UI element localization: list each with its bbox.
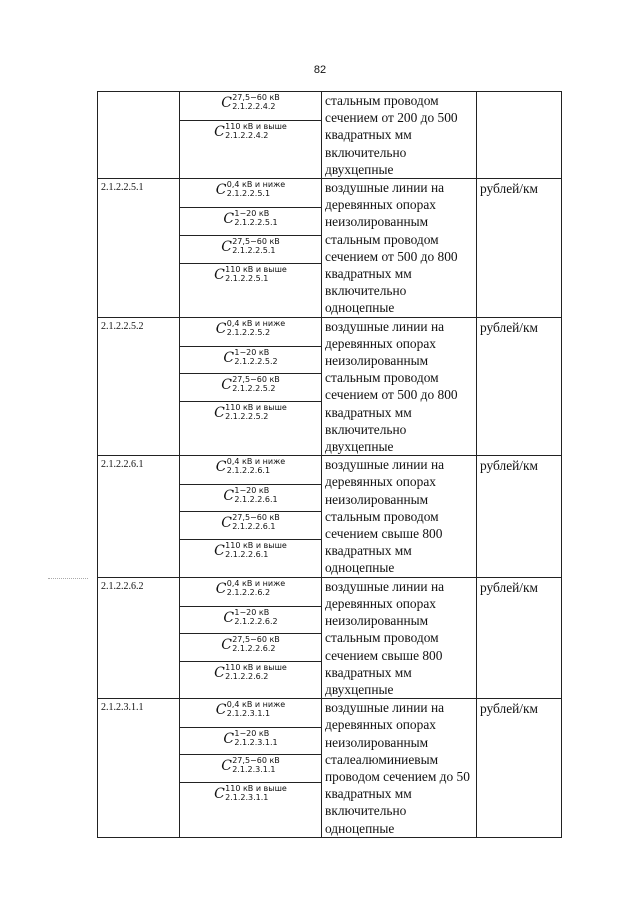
row-unit: [477, 92, 562, 179]
tariff-symbol-letter: C: [221, 515, 232, 532]
tariff-symbol-formula: [221, 376, 280, 393]
tariff-symbol-formula: [216, 320, 285, 337]
tariff-symbol-letter: C: [214, 543, 225, 560]
symbol-index: 2.1.2.2.6.1: [225, 550, 269, 560]
symbol-index: 2.1.2.2.6.1: [234, 495, 278, 505]
row-symbols: [180, 456, 322, 577]
tariff-symbol-letter: C: [215, 459, 227, 476]
row-symbols: [180, 699, 322, 838]
tariff-symbol-formula: [216, 181, 285, 198]
tariff-symbol-formula: [214, 404, 287, 421]
voltage-class: 1−20 кВ: [234, 607, 270, 617]
voltage-class: 110 кВ и выше: [225, 265, 287, 275]
row-code: [98, 92, 180, 179]
tariff-symbol: [180, 402, 321, 452]
tariff-symbol-letter: C: [214, 124, 225, 140]
row-symbols: [180, 577, 322, 698]
row-unit: рублей/км: [477, 317, 562, 456]
voltage-class: 0,4 кВ и ниже: [226, 578, 286, 588]
tariff-symbol: [180, 783, 321, 833]
symbol-index: 2.1.2.3.1.1: [226, 709, 271, 719]
row-symbols: [180, 317, 322, 456]
symbol-index: 2.1.2.2.5.2: [234, 356, 278, 366]
voltage-class: 27,5−60 кВ: [232, 634, 280, 644]
row-description: воздушные линии на деревянных опорах неизолированным стальным проводом сечением свыше 800 квадратных мм двухцепные: [322, 577, 477, 698]
tariff-symbol: [180, 699, 321, 728]
tariff-symbol: [180, 264, 321, 313]
tariff-table-body: [98, 92, 562, 838]
tariff-symbol-formula: [221, 94, 280, 111]
symbol-index: 2.1.2.2.6.1: [226, 466, 271, 476]
tariff-symbol-formula: [216, 458, 285, 475]
voltage-class: 1−20 кВ: [234, 209, 270, 219]
tariff-symbol-formula: [223, 730, 277, 747]
row-unit: рублей/км: [477, 456, 562, 577]
tariff-symbol-formula: [216, 580, 285, 597]
voltage-class: 0,4 кВ и ниже: [226, 318, 286, 328]
voltage-class: 0,4 кВ и ниже: [226, 180, 286, 190]
tariff-symbol: [180, 236, 321, 264]
symbol-index: 2.1.2.2.6.1: [232, 522, 276, 532]
tariff-symbol-formula: [223, 609, 277, 626]
tariff-symbol-letter: C: [221, 239, 232, 256]
tariff-symbol: [180, 92, 321, 121]
tariff-symbol: [180, 634, 321, 662]
tariff-symbol-letter: C: [215, 182, 227, 199]
row-unit: рублей/км: [477, 577, 562, 698]
voltage-class: 27,5−60 кВ: [232, 374, 280, 384]
tariff-symbol-letter: C: [214, 664, 225, 681]
tariff-symbol-letter: C: [223, 349, 235, 366]
tariff-symbol: [180, 208, 321, 236]
row-code: 2.1.2.2.6.1: [98, 456, 180, 577]
tariff-symbol-letter: C: [223, 731, 235, 748]
tariff-symbol-formula: [223, 349, 277, 366]
symbol-index: 2.1.2.2.6.2: [226, 587, 271, 597]
tariff-symbol: [180, 179, 321, 208]
symbol-index: 2.1.2.2.5.2: [232, 383, 276, 393]
scan-edge-mark: [48, 578, 88, 580]
row-description: воздушные линии на деревянных опорах неизолированным стальным проводом сечением от 500 до 800 квадратных мм включительно двухцепные: [322, 317, 477, 456]
row-code: 2.1.2.2.6.2: [98, 577, 180, 698]
tariff-symbol: [180, 755, 321, 783]
tariff-symbol-formula: [221, 238, 280, 255]
tariff-symbol-formula: [221, 514, 280, 531]
page-number: 82: [313, 64, 327, 76]
tariff-symbol-formula: [214, 542, 287, 559]
table-row: [98, 317, 562, 456]
row-code: 2.1.2.2.5.2: [98, 317, 180, 456]
tariff-symbol-letter: C: [214, 404, 225, 421]
row-code: 2.1.2.2.5.1: [98, 179, 180, 318]
row-description: стальным проводом сечением от 200 до 500 квадратных мм включительно двухцепные: [322, 92, 477, 179]
tariff-symbol-formula: [221, 757, 280, 774]
voltage-class: 27,5−60 кВ: [232, 93, 280, 102]
tariff-symbol: [180, 512, 321, 540]
tariff-symbol-letter: C: [223, 609, 235, 626]
voltage-class: 1−20 кВ: [234, 729, 270, 739]
row-code: 2.1.2.3.1.1: [98, 699, 180, 838]
tariff-symbol-letter: C: [221, 95, 232, 111]
table-row: [98, 179, 562, 318]
symbol-index: 2.1.2.2.5.1: [226, 189, 271, 199]
tariff-symbol-formula: [214, 266, 287, 283]
tariff-symbol-letter: C: [221, 376, 232, 393]
row-symbols: [180, 92, 322, 179]
voltage-class: 110 кВ и выше: [225, 402, 287, 412]
tariff-symbol-letter: C: [214, 267, 225, 284]
tariff-table: [97, 91, 562, 838]
tariff-symbol-letter: C: [223, 488, 235, 505]
symbol-index: 2.1.2.2.5.1: [234, 218, 278, 228]
voltage-class: 27,5−60 кВ: [232, 756, 280, 766]
voltage-class: 27,5−60 кВ: [232, 513, 280, 523]
symbol-index: 2.1.2.2.5.1: [225, 274, 269, 284]
symbol-index: 2.1.2.2.6.2: [234, 616, 278, 626]
tariff-symbol-formula: [214, 785, 287, 802]
tariff-symbol-formula: [214, 123, 287, 140]
tariff-symbol-formula: [223, 210, 277, 227]
symbol-index: 2.1.2.2.6.2: [232, 643, 276, 653]
table-row: [98, 92, 562, 179]
voltage-class: 0,4 кВ и ниже: [226, 457, 286, 467]
row-description: воздушные линии на деревянных опорах неизолированным сталеалюминиевым проводом сечением до 50 квадратных мм включительно одноцепные: [322, 699, 477, 838]
row-symbols: [180, 179, 322, 318]
row-unit: рублей/км: [477, 699, 562, 838]
tariff-symbol-letter: C: [221, 636, 232, 653]
tariff-symbol-formula: [221, 636, 280, 653]
table-row: [98, 699, 562, 838]
tariff-symbol: [180, 374, 321, 402]
symbol-index: 2.1.2.3.1.1: [234, 738, 278, 748]
row-description: воздушные линии на деревянных опорах неизолированным стальным проводом сечением свыше 800 квадратных мм одноцепные: [322, 456, 477, 577]
tariff-symbol: [180, 347, 321, 374]
voltage-class: 110 кВ и выше: [225, 784, 287, 794]
voltage-class: 1−20 кВ: [234, 486, 270, 496]
tariff-symbol-letter: C: [214, 786, 225, 803]
tariff-symbol: [180, 607, 321, 634]
row-unit: рублей/км: [477, 179, 562, 318]
tariff-symbol: [180, 121, 321, 177]
tariff-symbol-letter: C: [221, 758, 232, 775]
tariff-symbol-formula: [223, 487, 277, 504]
tariff-symbol-letter: C: [223, 211, 235, 228]
symbol-index: 2.1.2.2.4.2: [225, 131, 269, 140]
voltage-class: 110 кВ и выше: [225, 662, 287, 672]
tariff-symbol-letter: C: [215, 320, 227, 337]
tariff-symbol-letter: C: [215, 580, 227, 597]
voltage-class: 110 кВ и выше: [225, 122, 287, 131]
tariff-symbol-formula: [216, 701, 285, 718]
symbol-index: 2.1.2.2.4.2: [232, 102, 276, 111]
tariff-symbol: [180, 728, 321, 755]
symbol-index: 2.1.2.2.5.2: [226, 327, 271, 337]
symbol-index: 2.1.2.2.5.2: [225, 411, 269, 421]
tariff-symbol: [180, 540, 321, 573]
table-row: [98, 577, 562, 698]
tariff-symbol: [180, 456, 321, 485]
voltage-class: 110 кВ и выше: [225, 541, 287, 551]
tariff-symbol-letter: C: [215, 702, 227, 719]
tariff-symbol-formula: [214, 664, 287, 681]
row-description: воздушные линии на деревянных опорах неизолированным стальным проводом сечением от 500 до 800 квадратных мм включительно одноцепные: [322, 179, 477, 318]
voltage-class: 27,5−60 кВ: [232, 237, 280, 247]
table-row: [98, 456, 562, 577]
voltage-class: 1−20 кВ: [234, 347, 270, 357]
tariff-symbol: [180, 578, 321, 607]
tariff-symbol: [180, 662, 321, 694]
symbol-index: 2.1.2.2.6.2: [225, 671, 269, 681]
tariff-symbol: [180, 318, 321, 347]
voltage-class: 0,4 кВ и ниже: [226, 700, 286, 710]
symbol-index: 2.1.2.2.5.1: [232, 246, 276, 256]
symbol-index: 2.1.2.3.1.1: [232, 765, 276, 775]
tariff-symbol: [180, 485, 321, 512]
symbol-index: 2.1.2.3.1.1: [225, 793, 269, 803]
